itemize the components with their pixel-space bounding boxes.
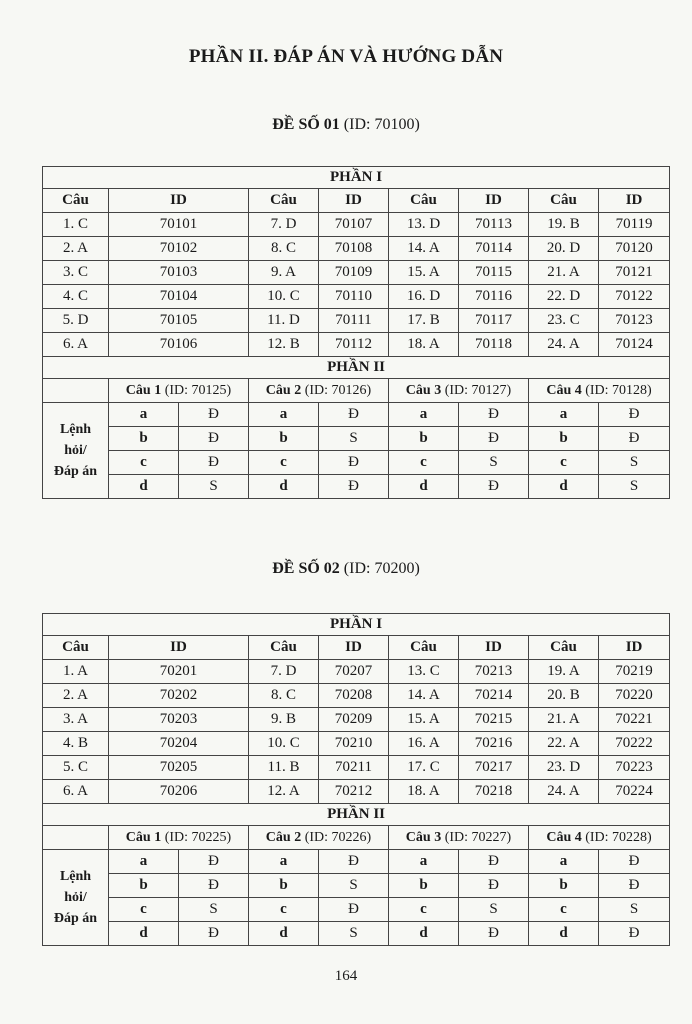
table-row <box>43 237 670 261</box>
option-letter-cell: b <box>529 427 599 451</box>
id-cell: 70110 <box>319 285 389 309</box>
exam-title-id: (ID: 70100) <box>339 116 420 133</box>
question-id: (ID: 70225) <box>161 829 232 845</box>
true-false-cell: Đ <box>599 427 670 451</box>
answer-table-exam-2 <box>42 613 670 946</box>
true-false-cell: S <box>179 475 249 499</box>
part2-heading: PHẦN II <box>43 357 670 379</box>
question-id: (ID: 70228) <box>581 829 652 845</box>
question-header-cell <box>109 826 249 850</box>
option-letter-cell: c <box>109 451 179 475</box>
option-letter-cell: d <box>389 922 459 946</box>
option-letter-cell: c <box>389 451 459 475</box>
table-row <box>43 403 670 427</box>
id-cell: 70104 <box>109 285 249 309</box>
option-letter-cell: c <box>389 898 459 922</box>
id-cell: 70213 <box>459 660 529 684</box>
id-cell: 70215 <box>459 708 529 732</box>
answer-cell: 23. D <box>529 756 599 780</box>
answer-cell: 6. A <box>43 780 109 804</box>
label-line: Lệnh <box>59 869 92 884</box>
option-letter-cell: a <box>249 403 319 427</box>
true-false-cell: Đ <box>319 850 389 874</box>
question-id: (ID: 70128) <box>581 382 652 398</box>
label-line: Đáp án <box>53 911 98 926</box>
answer-cell: 2. A <box>43 237 109 261</box>
part1-section-row <box>43 614 670 636</box>
option-letter-cell: d <box>389 475 459 499</box>
id-cell: 70105 <box>109 309 249 333</box>
answer-cell: 12. B <box>249 333 319 357</box>
id-cell: 70217 <box>459 756 529 780</box>
answer-cell: 23. C <box>529 309 599 333</box>
id-cell: 70103 <box>109 261 249 285</box>
id-cell: 70107 <box>319 213 389 237</box>
true-false-cell: Đ <box>459 427 529 451</box>
true-false-cell: Đ <box>459 850 529 874</box>
option-letter-cell: b <box>389 427 459 451</box>
question-label: Câu 2 <box>265 382 302 398</box>
true-false-cell: Đ <box>459 403 529 427</box>
true-false-cell: S <box>319 874 389 898</box>
option-letter-cell: a <box>529 850 599 874</box>
true-false-cell: Đ <box>319 403 389 427</box>
answer-cell: 21. A <box>529 708 599 732</box>
part2-question-header <box>43 826 670 850</box>
table-row <box>43 309 670 333</box>
prompt-answer-label <box>43 850 109 946</box>
id-cell: 70206 <box>109 780 249 804</box>
question-header-cell <box>529 379 670 403</box>
prompt-answer-label <box>43 403 109 499</box>
true-false-cell: Đ <box>319 898 389 922</box>
answer-cell: 5. C <box>43 756 109 780</box>
id-cell: 70210 <box>319 732 389 756</box>
table-row <box>43 451 670 475</box>
option-letter-cell: a <box>109 403 179 427</box>
table-row <box>43 898 670 922</box>
option-letter-cell: c <box>529 451 599 475</box>
true-false-cell: S <box>319 922 389 946</box>
true-false-cell: Đ <box>179 922 249 946</box>
true-false-cell: Đ <box>319 475 389 499</box>
table-row <box>43 780 670 804</box>
answer-cell: 18. A <box>389 780 459 804</box>
answer-cell: 18. A <box>389 333 459 357</box>
answer-cell: 17. C <box>389 756 459 780</box>
col-header-cau: Câu <box>529 189 599 213</box>
part1-heading: PHẦN I <box>43 167 670 189</box>
true-false-cell: Đ <box>179 403 249 427</box>
id-cell: 70220 <box>599 684 670 708</box>
table-row <box>43 756 670 780</box>
answer-cell: 15. A <box>389 261 459 285</box>
true-false-cell: Đ <box>459 475 529 499</box>
question-label: Câu 1 <box>125 382 162 398</box>
question-header-cell <box>249 826 389 850</box>
id-cell: 70218 <box>459 780 529 804</box>
question-id: (ID: 70227) <box>441 829 512 845</box>
answer-cell: 16. A <box>389 732 459 756</box>
table-row <box>43 684 670 708</box>
id-cell: 70116 <box>459 285 529 309</box>
id-cell: 70201 <box>109 660 249 684</box>
label-line: hỏi/ <box>64 890 87 905</box>
id-cell: 70120 <box>599 237 670 261</box>
table-row <box>43 333 670 357</box>
answer-cell: 14. A <box>389 684 459 708</box>
question-header-cell <box>389 379 529 403</box>
part1-column-header <box>43 636 670 660</box>
part1-heading: PHẦN I <box>43 614 670 636</box>
blank-cell <box>43 826 109 850</box>
true-false-cell: S <box>459 898 529 922</box>
true-false-cell: Đ <box>179 850 249 874</box>
id-cell: 70122 <box>599 285 670 309</box>
answer-cell: 13. C <box>389 660 459 684</box>
table-row <box>43 285 670 309</box>
answer-cell: 4. C <box>43 285 109 309</box>
answer-cell: 22. D <box>529 285 599 309</box>
option-letter-cell: d <box>109 922 179 946</box>
id-cell: 70205 <box>109 756 249 780</box>
answer-cell: 9. A <box>249 261 319 285</box>
table-row <box>43 874 670 898</box>
table-row <box>43 850 670 874</box>
id-cell: 70109 <box>319 261 389 285</box>
id-cell: 70114 <box>459 237 529 261</box>
true-false-cell: Đ <box>179 874 249 898</box>
label-line: Lệnh <box>59 422 92 437</box>
id-cell: 70106 <box>109 333 249 357</box>
part1-column-header <box>43 189 670 213</box>
question-header-cell <box>109 379 249 403</box>
id-cell: 70121 <box>599 261 670 285</box>
option-letter-cell: b <box>249 874 319 898</box>
part1-section-row <box>43 167 670 189</box>
id-cell: 70118 <box>459 333 529 357</box>
id-cell: 70224 <box>599 780 670 804</box>
label-line: hỏi/ <box>64 443 87 458</box>
id-cell: 70214 <box>459 684 529 708</box>
answer-cell: 3. C <box>43 261 109 285</box>
answer-cell: 21. A <box>529 261 599 285</box>
col-header-id: ID <box>319 189 389 213</box>
answer-cell: 10. C <box>249 732 319 756</box>
col-header-cau: Câu <box>389 636 459 660</box>
col-header-id: ID <box>459 189 529 213</box>
question-header-cell <box>389 826 529 850</box>
true-false-cell: Đ <box>599 850 670 874</box>
id-cell: 70208 <box>319 684 389 708</box>
true-false-cell: S <box>599 451 670 475</box>
answer-cell: 22. A <box>529 732 599 756</box>
answer-cell: 19. B <box>529 213 599 237</box>
col-header-id: ID <box>319 636 389 660</box>
answer-cell: 12. A <box>249 780 319 804</box>
question-label: Câu 3 <box>405 829 442 845</box>
table-row <box>43 660 670 684</box>
part2-question-header <box>43 379 670 403</box>
answer-cell: 6. A <box>43 333 109 357</box>
id-cell: 70115 <box>459 261 529 285</box>
exam-title-bold: ĐỀ SỐ 02 <box>272 560 340 577</box>
table-row <box>43 922 670 946</box>
answer-cell: 8. C <box>249 684 319 708</box>
option-letter-cell: b <box>249 427 319 451</box>
page-title: PHẦN II. ĐÁP ÁN VÀ HƯỚNG DẪN <box>188 46 504 67</box>
question-label: Câu 4 <box>546 829 582 845</box>
option-letter-cell: b <box>109 427 179 451</box>
true-false-cell: S <box>179 898 249 922</box>
true-false-cell: S <box>459 451 529 475</box>
id-cell: 70221 <box>599 708 670 732</box>
option-letter-cell: a <box>249 850 319 874</box>
col-header-cau: Câu <box>43 189 109 213</box>
answer-cell: 7. D <box>249 660 319 684</box>
option-letter-cell: d <box>249 922 319 946</box>
question-header-cell <box>529 826 670 850</box>
answer-cell: 24. A <box>529 333 599 357</box>
true-false-cell: Đ <box>599 874 670 898</box>
option-letter-cell: c <box>109 898 179 922</box>
question-id: (ID: 70127) <box>441 382 512 398</box>
true-false-cell: Đ <box>599 922 670 946</box>
col-header-cau: Câu <box>249 636 319 660</box>
answer-cell: 8. C <box>249 237 319 261</box>
table-row <box>43 261 670 285</box>
option-letter-cell: d <box>529 922 599 946</box>
col-header-cau: Câu <box>529 636 599 660</box>
exam-title-bold: ĐỀ SỐ 01 <box>272 116 340 133</box>
question-label: Câu 2 <box>265 829 302 845</box>
option-letter-cell: b <box>109 874 179 898</box>
id-cell: 70111 <box>319 309 389 333</box>
col-header-cau: Câu <box>43 636 109 660</box>
page-number: 164 <box>334 968 358 984</box>
col-header-cau: Câu <box>249 189 319 213</box>
true-false-cell: Đ <box>319 451 389 475</box>
answer-cell: 13. D <box>389 213 459 237</box>
id-cell: 70207 <box>319 660 389 684</box>
answer-cell: 5. D <box>43 309 109 333</box>
col-header-id: ID <box>109 189 249 213</box>
blank-cell <box>43 379 109 403</box>
answer-cell: 3. A <box>43 708 109 732</box>
question-header-cell <box>249 379 389 403</box>
col-header-id: ID <box>599 189 670 213</box>
table-row <box>43 475 670 499</box>
col-header-cau: Câu <box>389 189 459 213</box>
option-letter-cell: c <box>529 898 599 922</box>
part2-section-row <box>43 357 670 379</box>
exam-title-id: (ID: 70200) <box>339 560 420 577</box>
table-row <box>43 427 670 451</box>
id-cell: 70216 <box>459 732 529 756</box>
table-row <box>43 708 670 732</box>
question-id: (ID: 70226) <box>301 829 372 845</box>
id-cell: 70123 <box>599 309 670 333</box>
true-false-cell: S <box>599 898 670 922</box>
id-cell: 70204 <box>109 732 249 756</box>
part2-section-row <box>43 804 670 826</box>
col-header-id: ID <box>459 636 529 660</box>
id-cell: 70108 <box>319 237 389 261</box>
answer-cell: 17. B <box>389 309 459 333</box>
id-cell: 70119 <box>599 213 670 237</box>
option-letter-cell: c <box>249 451 319 475</box>
question-label: Câu 1 <box>125 829 162 845</box>
true-false-cell: S <box>319 427 389 451</box>
answer-cell: 7. D <box>249 213 319 237</box>
true-false-cell: Đ <box>459 874 529 898</box>
option-letter-cell: a <box>109 850 179 874</box>
answer-cell: 20. B <box>529 684 599 708</box>
option-letter-cell: b <box>529 874 599 898</box>
answer-cell: 1. C <box>43 213 109 237</box>
option-letter-cell: a <box>389 850 459 874</box>
question-label: Câu 3 <box>405 382 442 398</box>
id-cell: 70219 <box>599 660 670 684</box>
id-cell: 70222 <box>599 732 670 756</box>
col-header-id: ID <box>599 636 670 660</box>
option-letter-cell: a <box>529 403 599 427</box>
true-false-cell: Đ <box>179 427 249 451</box>
answer-cell: 11. D <box>249 309 319 333</box>
question-id: (ID: 70125) <box>161 382 232 398</box>
true-false-cell: S <box>599 475 670 499</box>
option-letter-cell: a <box>389 403 459 427</box>
exam-title-2 <box>0 560 692 578</box>
true-false-cell: Đ <box>179 451 249 475</box>
table-row <box>43 732 670 756</box>
label-line: Đáp án <box>53 464 98 479</box>
part2-heading: PHẦN II <box>43 804 670 826</box>
id-cell: 70101 <box>109 213 249 237</box>
id-cell: 70202 <box>109 684 249 708</box>
answer-cell: 2. A <box>43 684 109 708</box>
answer-cell: 1. A <box>43 660 109 684</box>
option-letter-cell: d <box>109 475 179 499</box>
col-header-id: ID <box>109 636 249 660</box>
answer-cell: 20. D <box>529 237 599 261</box>
answer-cell: 14. A <box>389 237 459 261</box>
id-cell: 70209 <box>319 708 389 732</box>
id-cell: 70112 <box>319 333 389 357</box>
answer-cell: 24. A <box>529 780 599 804</box>
question-id: (ID: 70126) <box>301 382 372 398</box>
answer-table-exam-1 <box>42 166 670 499</box>
question-label: Câu 4 <box>546 382 582 398</box>
id-cell: 70212 <box>319 780 389 804</box>
table-row <box>43 213 670 237</box>
option-letter-cell: d <box>529 475 599 499</box>
id-cell: 70223 <box>599 756 670 780</box>
id-cell: 70117 <box>459 309 529 333</box>
answer-cell: 4. B <box>43 732 109 756</box>
exam-title-1 <box>0 116 692 134</box>
id-cell: 70211 <box>319 756 389 780</box>
option-letter-cell: c <box>249 898 319 922</box>
answer-cell: 16. D <box>389 285 459 309</box>
answer-cell: 15. A <box>389 708 459 732</box>
id-cell: 70203 <box>109 708 249 732</box>
answer-cell: 9. B <box>249 708 319 732</box>
answer-cell: 11. B <box>249 756 319 780</box>
true-false-cell: Đ <box>599 403 670 427</box>
answer-cell: 10. C <box>249 285 319 309</box>
id-cell: 70113 <box>459 213 529 237</box>
option-letter-cell: b <box>389 874 459 898</box>
option-letter-cell: d <box>249 475 319 499</box>
id-cell: 70102 <box>109 237 249 261</box>
id-cell: 70124 <box>599 333 670 357</box>
answer-cell: 19. A <box>529 660 599 684</box>
true-false-cell: Đ <box>459 922 529 946</box>
